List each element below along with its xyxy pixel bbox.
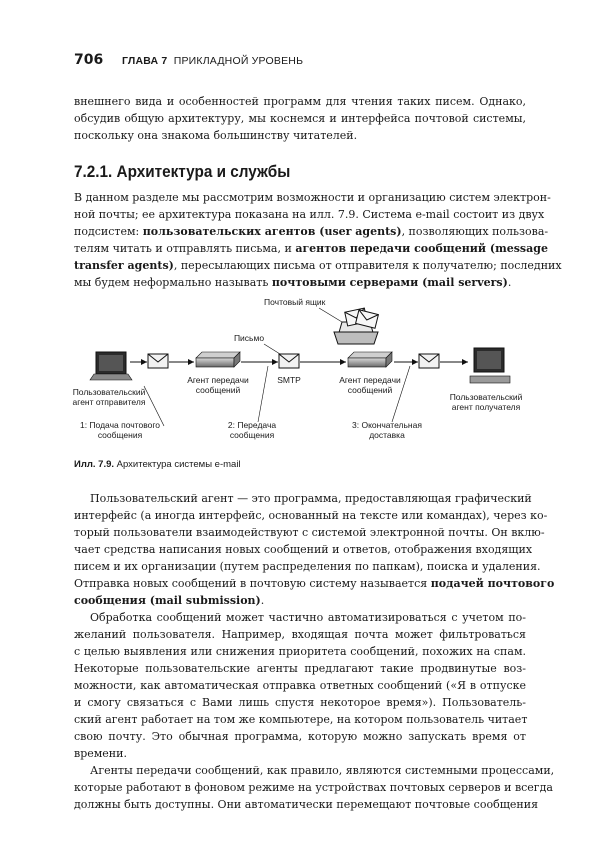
running-header bbox=[74, 50, 526, 72]
email-architecture-diagram bbox=[74, 296, 526, 446]
text-line: которые работают в фоновом режиме на устройствах почтовых серверов и всегда bbox=[74, 781, 553, 794]
body-paragraph bbox=[74, 490, 555, 609]
step3-label: 3: Окончательная доставка bbox=[352, 420, 422, 440]
mailbox-icon bbox=[334, 308, 378, 344]
body-paragraph bbox=[74, 762, 555, 813]
step1-label: 1: Подача почтового сообщения bbox=[79, 420, 160, 440]
text-line: ский агент работает на том же компьютере, на котором пользователь читает bbox=[74, 713, 528, 726]
section-heading: 7.2.1. Архитектура и службы bbox=[74, 162, 291, 181]
text-line: подсистем: пользовательских агентов (user agents), позволяющих пользова- bbox=[74, 225, 549, 238]
desktop-computer-icon bbox=[470, 348, 510, 383]
text-line: transfer agents), пересылающих письма от отправителя к получателю; последних bbox=[74, 259, 562, 272]
text-line: интерфейс (а иногда интерфейс, основанный на тексте или командах), через ко- bbox=[74, 509, 548, 522]
body-paragraph bbox=[74, 609, 526, 762]
envelope-icon bbox=[279, 354, 299, 368]
envelope-icon bbox=[148, 354, 168, 368]
receiver-label: Пользовательский агент получателя bbox=[449, 392, 523, 412]
mailbox-label: Почтовый ящик bbox=[264, 297, 326, 307]
chapter-label: ГЛАВА 7 bbox=[122, 55, 168, 67]
key-term: пользовательских агентов (user agents) bbox=[142, 225, 402, 238]
text-line: Обработка сообщений может частично автоматизироваться с учетом по- bbox=[90, 611, 526, 624]
text-line: внешнего вида и особенностей программ для чтения таких писем. Однако, bbox=[74, 95, 526, 108]
mail-server-icon bbox=[348, 352, 392, 367]
key-term: transfer agents) bbox=[74, 259, 174, 272]
text-line: времени. bbox=[74, 747, 127, 760]
sender-label: Пользовательский агент отправителя bbox=[72, 387, 146, 407]
text-line: Отправка новых сообщений в почтовую систему называется подачей почтового bbox=[74, 577, 555, 590]
text-line: Некоторые пользовательские агенты предлагают такие продвинутые воз- bbox=[74, 662, 526, 675]
text-line: обсудив общую архитектуру, мы коснемся и интерфейса почтовой системы, bbox=[74, 112, 526, 125]
text-line: В данном разделе мы рассмотрим возможности и организацию систем электрон- bbox=[74, 191, 551, 204]
text-line: торый пользователи взаимодействуют с системой электронной почты. Он вклю- bbox=[74, 526, 545, 539]
text-line: поскольку она знакома большинству читателей. bbox=[74, 129, 358, 142]
mail-server-icon bbox=[196, 352, 240, 367]
key-term: подачей почтового bbox=[430, 577, 555, 590]
text-line: и смогу связаться с Вами лишь спустя некоторое время»). Пользователь- bbox=[74, 696, 526, 709]
leader-line bbox=[319, 308, 342, 322]
text-line: сообщения (mail submission). bbox=[74, 594, 265, 607]
text-line: ной почты; ее архитектура показана на илл. 7.9. Система e-mail состоит из двух bbox=[74, 208, 545, 221]
text-line: писем и их организации (путем распределения по папкам), поиска и удаления. bbox=[74, 560, 541, 573]
text-line: телям читать и отправлять письма, и агентов передачи сообщений (message bbox=[74, 242, 548, 255]
page-number: 706 bbox=[74, 52, 104, 68]
text-line: желаний пользователя. Например, входящая почта может фильтроваться bbox=[74, 628, 526, 641]
letter-label: Письмо bbox=[233, 333, 265, 343]
text-line: чает средства написания новых сообщений и ответов, отображения входящих bbox=[74, 543, 533, 556]
mta1-label: Агент передачи сообщений bbox=[187, 375, 249, 395]
mta2-label: Агент передачи сообщений bbox=[339, 375, 401, 395]
figure-caption bbox=[74, 459, 241, 470]
chapter-name: ПРИКЛАДНОЙ УРОВЕНЬ bbox=[173, 55, 304, 67]
text-line: должны быть доступны. Они автоматически перемещают почтовые сообщения bbox=[74, 798, 539, 811]
text-line: с целью выявления или снижения приоритета сообщений, похожих на спам. bbox=[74, 645, 526, 658]
text-line: свою почту. Это обычная программа, которую можно запускать время от bbox=[74, 730, 526, 743]
chapter-title bbox=[122, 55, 303, 67]
envelope-icon bbox=[419, 354, 439, 368]
leader-line bbox=[258, 366, 268, 422]
key-term: сообщения (mail submission) bbox=[74, 594, 261, 607]
text-line: можности, как автоматическая отправка ответных сообщений («Я в отпуске bbox=[74, 679, 526, 692]
section-paragraph bbox=[74, 189, 562, 291]
text-line: мы будем неформально называть почтовыми серверами (mail servers). bbox=[74, 276, 512, 289]
intro-paragraph bbox=[74, 93, 526, 144]
step2-label: 2: Передача сообщения bbox=[227, 420, 277, 440]
text-line: Пользовательский агент — это программа, предоставляющая графический bbox=[90, 492, 532, 505]
leader-line bbox=[264, 344, 280, 354]
caption-text: Архитектура системы e-mail bbox=[114, 459, 241, 470]
text-line: Агенты передачи сообщений, как правило, являются системными процессами, bbox=[90, 764, 555, 777]
caption-label: Илл. 7.9. bbox=[74, 459, 115, 470]
key-term: почтовыми серверами (mail servers) bbox=[271, 276, 508, 289]
smtp-label: SMTP bbox=[277, 375, 301, 385]
laptop-icon bbox=[90, 352, 132, 380]
body-text bbox=[74, 490, 555, 813]
key-term: агентов передачи сообщений (message bbox=[295, 242, 548, 255]
